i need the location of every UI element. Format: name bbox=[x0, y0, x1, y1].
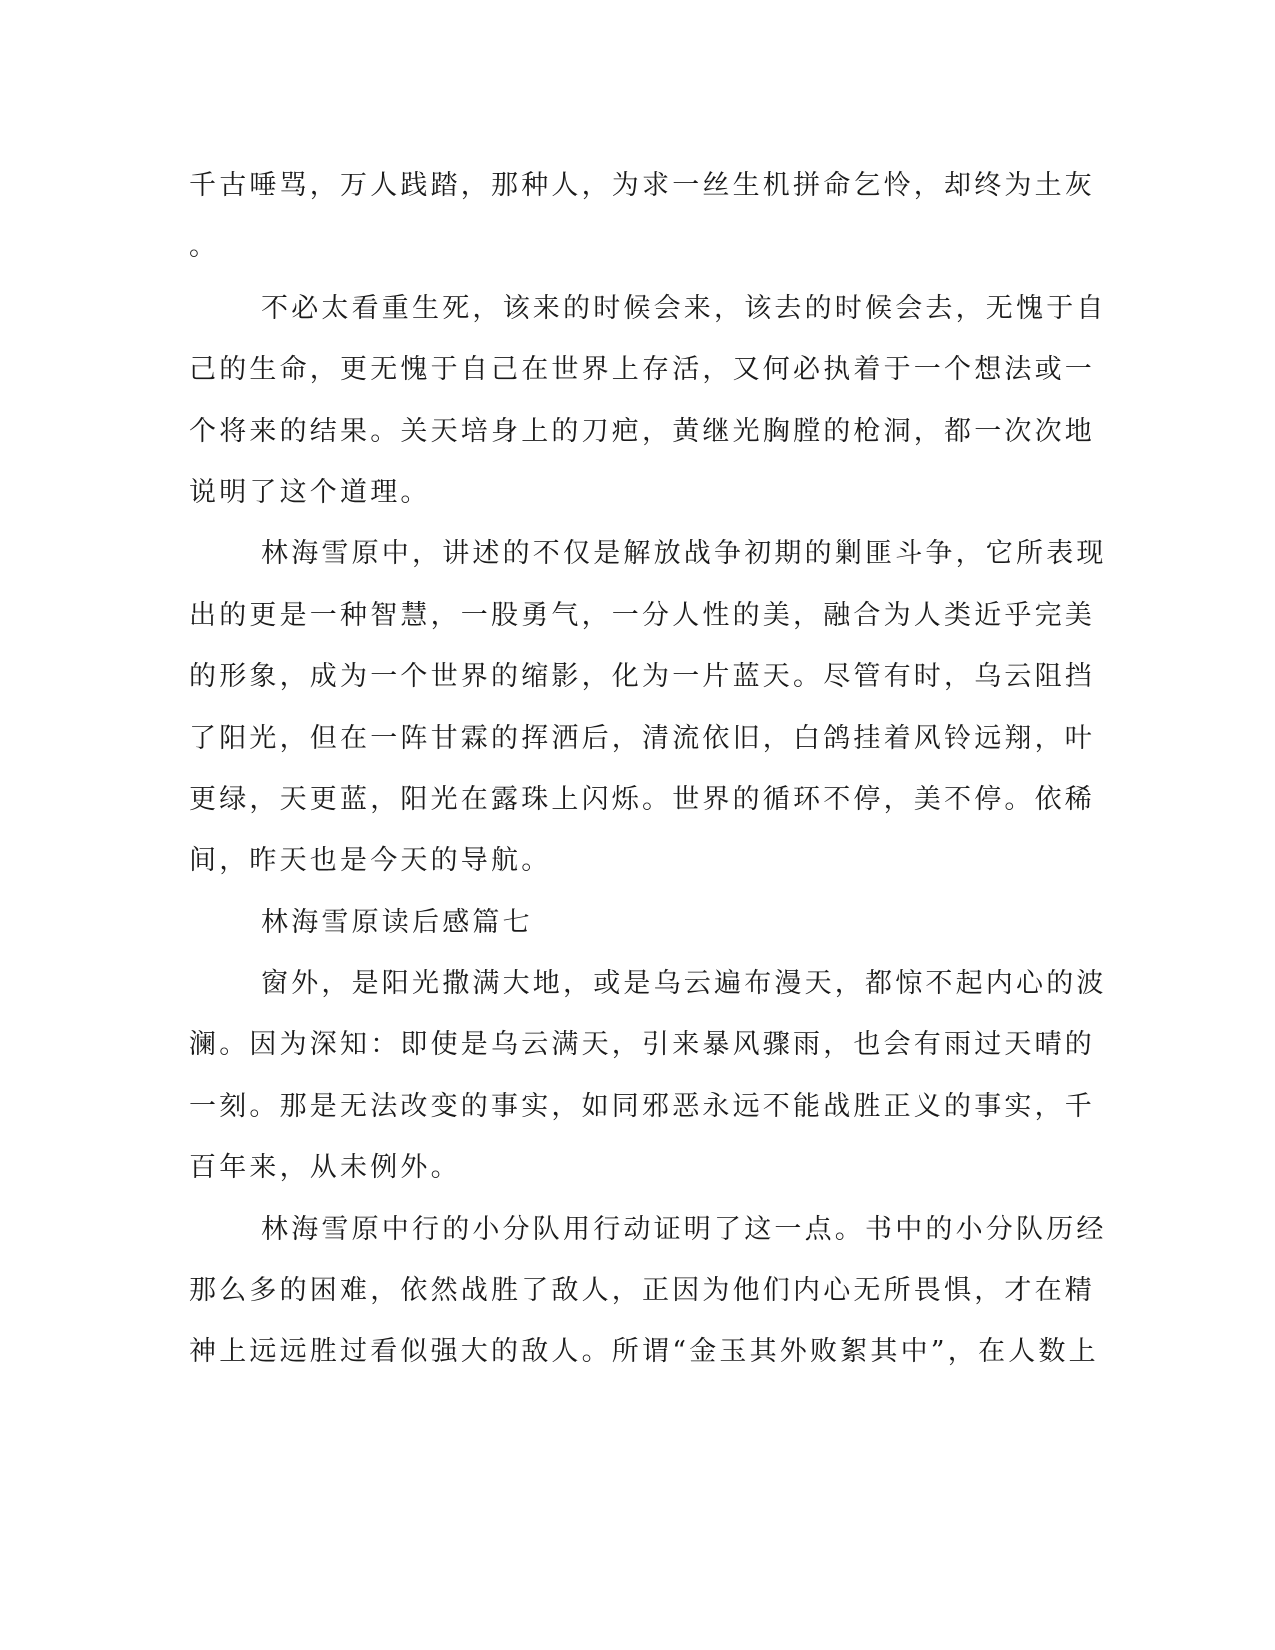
text-line-5: 个将来的结果。关天培身上的刀疤，黄继光胸膛的枪洞，都一次次地 bbox=[189, 415, 1095, 447]
section-heading: 林海雪原读后感篇七 bbox=[261, 906, 533, 938]
document-body bbox=[189, 155, 1107, 1383]
text-line-18: 林海雪原中行的小分队用行动证明了这一点。书中的小分队历经 bbox=[261, 1213, 1107, 1245]
text-line-9: 的形象，成为一个世界的缩影，化为一片蓝天。尽管有时，乌云阻挡 bbox=[189, 661, 1095, 693]
text-line-4: 己的生命，更无愧于自己在世界上存活，又何必执着于一个想法或一 bbox=[189, 354, 1095, 386]
text-line-1: 千古唾骂，万人践踏，那种人，为求一丝生机拼命乞怜，却终为土灰 bbox=[189, 170, 1095, 201]
text-line-16: 一刻。那是无法改变的事实，如同邪恶永远不能战胜正义的事实，千 bbox=[189, 1090, 1095, 1122]
text-line-19: 那么多的困难，依然战胜了敌人，正因为他们内心无所畏惧，才在精 bbox=[189, 1275, 1095, 1307]
text-line-7: 林海雪原中，讲述的不仅是解放战争初期的剿匪斗争，它所表现 bbox=[261, 538, 1107, 570]
text-line-8: 出的更是一种智慧，一股勇气，一分人性的美，融合为人类近乎完美 bbox=[189, 599, 1095, 631]
text-line-11: 更绿，天更蓝，阳光在露珠上闪烁。世界的循环不停，美不停。依稀 bbox=[189, 783, 1095, 815]
text-line-12: 间，昨天也是今天的导航。 bbox=[189, 845, 552, 877]
text-line-20: 神上远远胜过看似强大的敌人。所谓“金玉其外败絮其中”，在人数上 bbox=[189, 1336, 1099, 1368]
text-line-17: 百年来，从未例外。 bbox=[189, 1152, 461, 1184]
text-line-6: 说明了这个道理。 bbox=[189, 476, 431, 508]
text-line-14: 窗外，是阳光撒满大地，或是乌云遍布漫天，都惊不起内心的波 bbox=[261, 968, 1107, 1000]
text-line-10: 了阳光，但在一阵甘霖的挥洒后，清流依旧，白鸽挂着风铃远翔，叶 bbox=[189, 722, 1095, 754]
text-line-15: 澜。因为深知：即使是乌云满天，引来暴风骤雨，也会有雨过天晴的 bbox=[189, 1029, 1095, 1061]
text-line-2: 。 bbox=[189, 231, 220, 263]
text-line-3: 不必太看重生死，该来的时候会来，该去的时候会去，无愧于自 bbox=[261, 292, 1107, 324]
